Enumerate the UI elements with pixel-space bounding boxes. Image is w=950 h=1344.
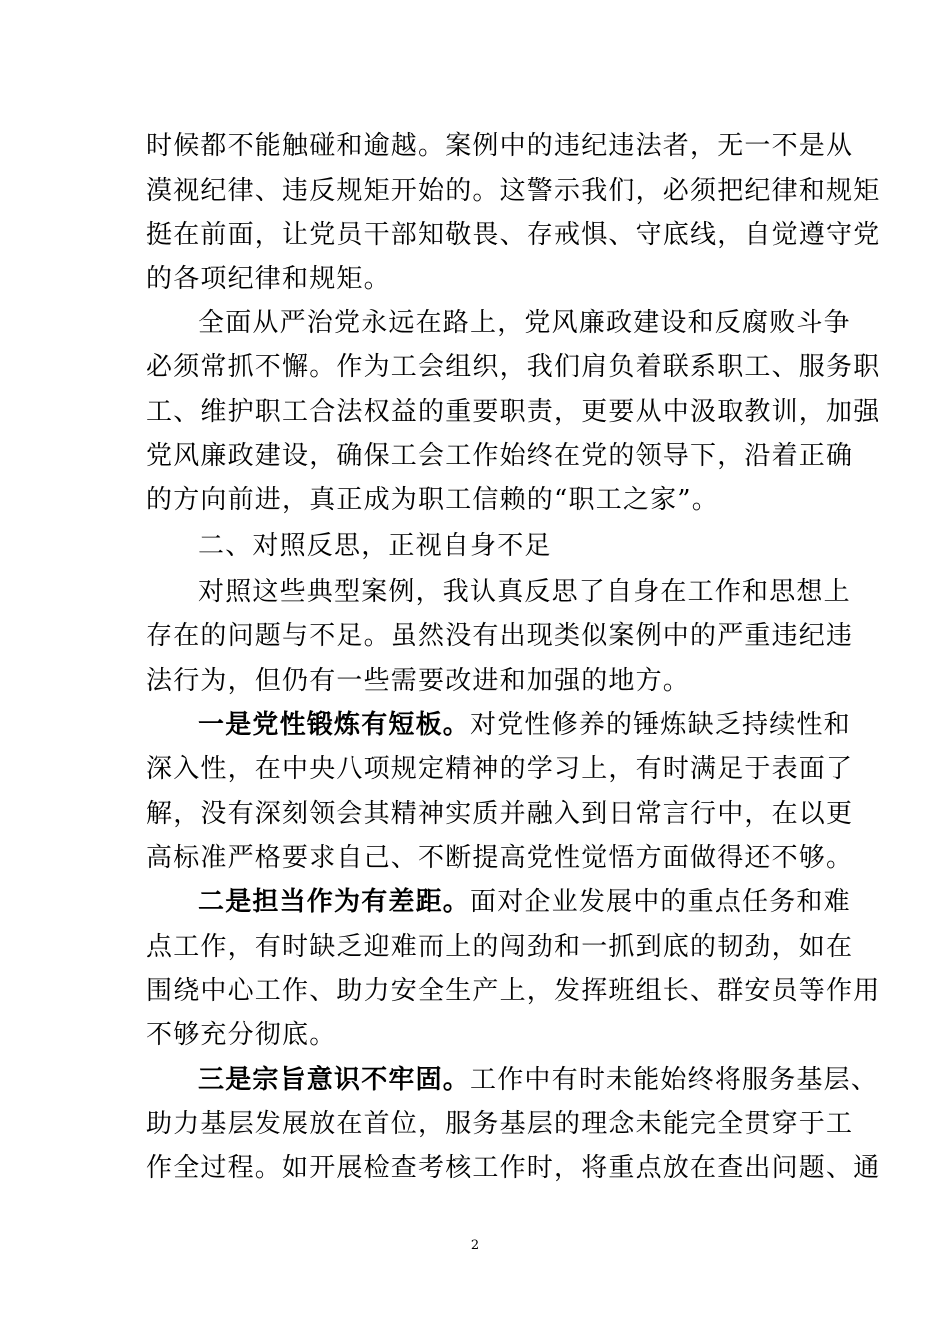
text-line (198, 1062, 888, 1098)
text-line (146, 1106, 854, 1142)
text-segment: 助力基层发展放在首位，服务基层的理念未能完全贯穿于工 (146, 1109, 854, 1139)
text-line (198, 884, 888, 920)
text-line (198, 707, 888, 743)
text-segment: 漠视纪律、违反规矩开始的。这警示我们，必须把纪律和规矩 (146, 176, 881, 206)
page-number: 2 (470, 1238, 480, 1253)
point-heading: 三是宗旨意识不牢固。 (198, 1065, 471, 1095)
text-segment: 作全过程。如开展检查考核工作时，将重点放在查出问题、通 (146, 1153, 881, 1183)
text-line (146, 1017, 836, 1053)
text-line (146, 663, 836, 699)
text-line (146, 482, 836, 518)
text-segment: 党风廉政建设，确保工会工作始终在党的领导下，沿着正确 (146, 441, 854, 471)
text-segment: 对党性修养的锤炼缺乏持续性和 (470, 710, 851, 740)
text-segment: 解，没有深刻领会其精神实质并融入到日常言行中，在以更 (146, 799, 854, 829)
text-line (146, 840, 854, 876)
text-segment: 工作中有时未能始终将服务基层、 (470, 1065, 879, 1095)
text-segment: 时候都不能触碰和逾越。案例中的违纪违法者，无一不是从 (146, 131, 854, 161)
text-segment: 面对企业发展中的重点任务和难 (470, 887, 851, 917)
point-heading: 一是党性锻炼有短板。 (198, 710, 471, 740)
text-segment: 法行为，但仍有一些需要改进和加强的地方。 (146, 666, 691, 696)
point-heading: 二是担当作为有差距。 (198, 887, 471, 917)
text-line (198, 305, 888, 341)
text-line (146, 929, 854, 965)
text-segment: 点工作，有时缺乏迎难而上的闯劲和一抓到底的韧劲，如在 (146, 932, 854, 962)
text-segment: 深入性，在中央八项规定精神的学习上，有时满足于表面了 (146, 754, 854, 784)
text-segment: 挺在前面，让党员干部知敬畏、存戒惧、守底线，自觉遵守党 (146, 220, 881, 250)
text-line (146, 973, 881, 1009)
text-segment: 工、维护职工合法权益的重要职责，更要从中汲取教训，加强 (146, 397, 881, 427)
text-segment: 必须常抓不懈。作为工会组织，我们肩负着联系职工、服务职 (146, 352, 881, 382)
text-line (146, 217, 881, 253)
text-line (146, 796, 854, 832)
text-segment: 不够充分彻底。 (146, 1020, 337, 1050)
text-line (146, 751, 854, 787)
text-line (146, 173, 881, 209)
text-segment: 的各项纪律和规矩。 (146, 264, 391, 294)
text-line (198, 574, 888, 610)
text-segment: 围绕中心工作、助力安全生产上，发挥班组长、群安员等作用 (146, 976, 881, 1006)
text-segment: 存在的问题与不足。虽然没有出现类似案例中的严重违纪违 (146, 621, 854, 651)
text-line (146, 438, 854, 474)
text-segment: 对照这些典型案例，我认真反思了自身在工作和思想上 (198, 577, 851, 607)
text-segment: 二、对照反思，正视自身不足 (198, 531, 552, 561)
text-line (146, 349, 881, 385)
text-line (146, 261, 836, 297)
text-segment: 的方向前进，真正成为职工信赖的“职工之家”。 (146, 485, 719, 515)
text-line (146, 1150, 881, 1186)
text-line (146, 618, 854, 654)
text-line (146, 394, 881, 430)
text-segment: 高标准严格要求自己、不断提高党性觉悟方面做得还不够。 (146, 843, 854, 873)
text-line (146, 128, 854, 164)
text-segment: 全面从严治党永远在路上，党风廉政建设和反腐败斗争 (198, 308, 851, 338)
section-heading (198, 528, 888, 564)
